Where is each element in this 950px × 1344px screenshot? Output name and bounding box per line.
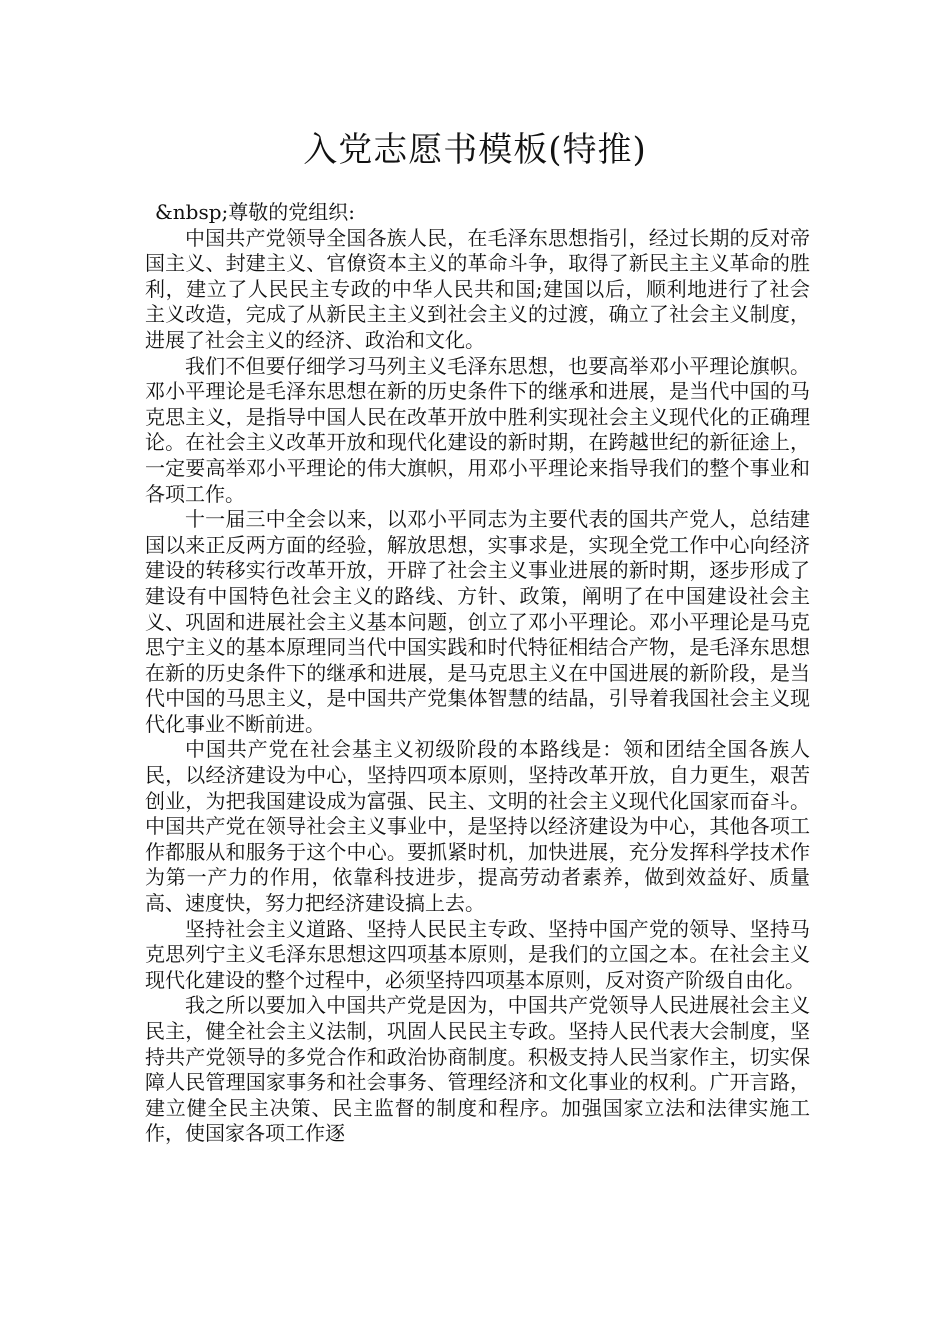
document-body (145, 200, 810, 1147)
paragraph-1: 中国共产党领导全国各族人民，在毛泽东思想指引，经过长期的反对帝国主义、封建主义、官僚资本主义的革命斗争，取得了新民主主义革命的胜利，建立了人民民主专政的中华人民共和国;建国以后，顺利地进行了社会主义改造，完成了从新民主主义到社会主义的过渡，确立了社会主义制度，进展了社会主义的经济、政治和文化。 (145, 225, 810, 352)
salutation: &nbsp;尊敬的党组织: (155, 200, 356, 224)
paragraph-3: 十一届三中全会以来，以邓小平同志为主要代表的国共产党人，总结建国以来正反两方面的经验，解放思想，实事求是，实现全党工作中心向经济建设的转移实行改革开放，开辟了社会主义事业进展的新时期，逐步形成了建设有中国特色社会主义的路线、方针、政策，阐明了在中国建设社会主义、巩固和进展社会主义基本问题，创立了邓小平理论。邓小平理论是马克思宁主义的基本原理同当代中国实践和时代特征相结合产物，是毛泽东思想在新的历史条件下的继承和进展，是马克思主义在中国进展的新阶段，是当代中国的马思主义，是中国共产党集体智慧的结晶，引导着我国社会主义现代化事业不断前进。 (145, 507, 810, 736)
paragraph-2: 我们不但要仔细学习马列主义毛泽东思想，也要高举邓小平理论旗帜。邓小平理论是毛泽东思想在新的历史条件下的继承和进展，是当代中国的马克思主义，是指导中国人民在改革开放中胜利实现社会主义现代化的正确理论。在社会主义改革开放和现代化建设的新时期，在跨越世纪的新征途上，一定要高举邓小平理论的伟大旗帜，用邓小平理论来指导我们的整个事业和各项工作。 (145, 353, 810, 506)
document-title: 入党志愿书模板(特推) (303, 130, 647, 170)
paragraph-6: 我之所以要加入中国共产党是因为，中国共产党领导人民进展社会主义民主，健全社会主义法制，巩固人民民主专政。坚持人民代表大会制度，坚持共产党领导的多党合作和政治协商制度。积极支持人民当家作主，切实保障人民管理国家事务和社会事务、管理经济和文化事业的权利。广开言路，建立健全民主决策、民主监督的制度和程序。加强国家立法和法律实施工作，使国家各项工作逐 (145, 993, 810, 1146)
paragraph-5: 坚持社会主义道路、坚持人民民主专政、坚持中国产党的领导、坚持马克思列宁主义毛泽东思想这四项基本原则，是我们的立国之本。在社会主义现代化建设的整个过程中，必须坚持四项基本原则，反对资产阶级自由化。 (145, 916, 810, 992)
paragraph-4: 中国共产党在社会基主义初级阶段的本路线是：领和团结全国各族人民，以经济建设为中心，坚持四项本原则，坚持改革开放，自力更生，艰苦创业，为把我国建设成为富强、民主、文明的社会主义现代化国家而奋斗。中国共产党在领导社会主义事业中，是坚持以经济建设为中心，其他各项工作都服从和服务于这个中心。要抓紧时机，加快进展，充分发挥科学技术作为第一产力的作用，依靠科技进步，提高劳动者素养，做到效益好、质量高、速度快，努力把经济建设搞上去。 (145, 737, 810, 916)
